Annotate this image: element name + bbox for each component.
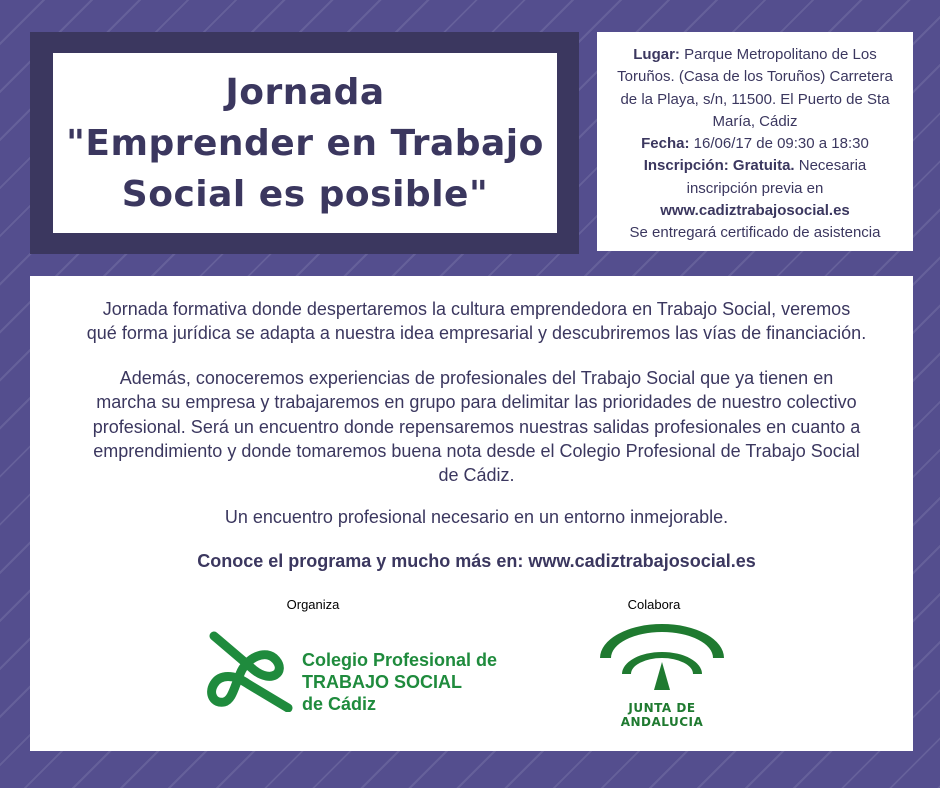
cptsc-line-2: TRABAJO SOCIAL: [302, 672, 463, 692]
description-box: [30, 276, 913, 751]
intro-line-1: Jornada formativa donde despertaremos la cultura emprendedora en Trabajo Social, veremos: [102, 299, 851, 319]
inscripcion-line-1: [599, 155, 911, 177]
colabora-label: Colabora: [627, 597, 681, 612]
lugar-line-1: [599, 44, 911, 66]
detail-line-5: de Cádiz.: [438, 465, 515, 486]
title-frame: [30, 32, 579, 254]
inscripcion-value: Necesaria: [798, 157, 867, 175]
detail-line-2: marcha su empresa y trabajaremos en grupo para delimitar las prioridades de nuestro colectivo: [96, 392, 857, 413]
organiza-label: Organiza: [286, 597, 340, 612]
cptsc-logo-text: [302, 649, 497, 715]
intro-paragraph: [60, 297, 893, 346]
detail-paragraph: [60, 366, 893, 487]
cptsc-logo-icon: [202, 630, 306, 712]
junta-logo-text: JUNTA DE ANDALUCIA: [620, 701, 704, 729]
junta-logo-icon: [594, 622, 730, 696]
info-website-link[interactable]: www.cadiztrabajosocial.es: [660, 202, 850, 220]
lugar-line-3: de la Playa, s/n, 11500. El Puerto de Sta: [620, 90, 890, 108]
detail-line-4: emprendimiento y donde tomaremos buena nota desde el Colegio Profesional de Trabajo Social: [93, 440, 860, 461]
tagline: Un encuentro profesional necesario en un entorno inmejorable.: [224, 507, 729, 527]
inscripcion-label: Inscripción: Gratuita.: [643, 157, 795, 175]
lugar-line-4: María, Cádiz: [712, 112, 798, 130]
program-link[interactable]: Conoce el programa y mucho más en: www.cadiztrabajosocial.es: [197, 551, 756, 571]
lugar-line-2: Toruños. (Casa de los Toruños) Carretera: [617, 68, 893, 86]
lugar-value: Parque Metropolitano de Los: [684, 46, 877, 63]
cptsc-line-3: de Cádiz: [302, 694, 377, 714]
title-box: [53, 53, 557, 233]
cptsc-line-1: Colegio Profesional de: [302, 650, 498, 670]
detail-line-1: Además, conoceremos experiencias de profesionales del Trabajo Social que ya tienen en: [119, 368, 834, 388]
fecha-line: [599, 133, 911, 155]
title-line-1: Jornada: [225, 71, 385, 113]
title-line-3: Social es posible": [121, 173, 489, 215]
fecha-value: 16/06/17 de 09:30 a 18:30: [693, 135, 869, 153]
inscripcion-line-2: inscripción previa en: [686, 179, 824, 197]
detail-line-3: profesional. Será un encuentro donde repensaremos nuestras salidas profesionales en cuanto a: [92, 416, 861, 437]
intro-line-2: qué forma jurídica se adapta a nuestra idea empresarial y descubriremos las vías de financiación.: [86, 323, 867, 344]
lugar-label: Lugar:: [633, 46, 680, 63]
fecha-label: Fecha:: [641, 135, 690, 153]
title-line-2: "Emprender en Trabajo: [66, 122, 544, 164]
certificado-line: Se entregará certificado de asistencia: [629, 224, 881, 242]
event-info-box: [597, 32, 913, 251]
